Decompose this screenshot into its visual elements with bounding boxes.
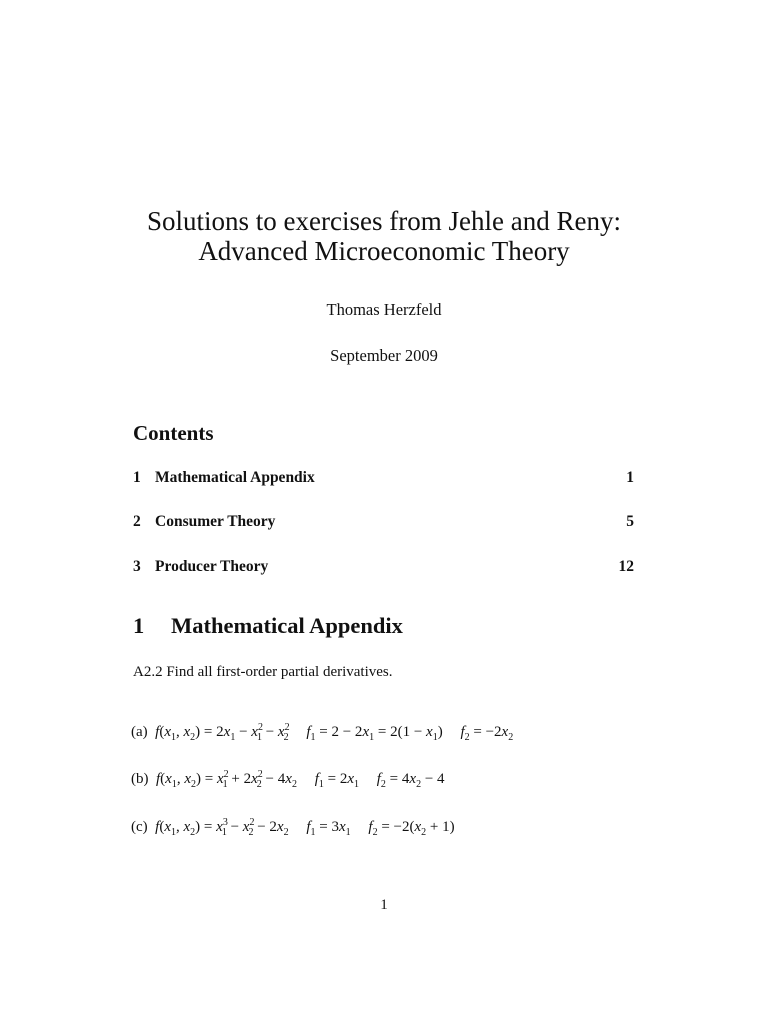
exercise-b bbox=[131, 771, 445, 788]
toc-title: Consumer Theory bbox=[155, 513, 276, 530]
function-definition: $f(x_1$, $x_2) = 2x_1 - x^2_1 - x^2_2$ bbox=[155, 722, 290, 743]
partial-derivative-f1: $f_1 = 2x_1$ bbox=[314, 771, 359, 790]
function-definition: $f(x_1$, $x_2) = x^2_1 + 2x^2_2 - 4x_2$ bbox=[156, 769, 297, 790]
exercise-label: (b) bbox=[131, 771, 149, 787]
toc-title: Producer Theory bbox=[155, 558, 269, 575]
partial-derivative-f1: $f_1 = 2 - 2x_1 = 2(1 - x_1)$ bbox=[306, 724, 443, 743]
section-title: Mathematical Appendix bbox=[171, 613, 403, 638]
function-definition: $f(x_1$, $x_2) = x^3_1 - x^2_2 - 2x_2$ bbox=[155, 817, 289, 838]
toc-entry[interactable] bbox=[133, 558, 634, 576]
toc-entry[interactable] bbox=[133, 513, 634, 531]
exercise-a bbox=[131, 724, 513, 741]
document-title-line-1: Solutions to exercises from Jehle and Reny: bbox=[147, 206, 621, 236]
toc-number: 1 bbox=[133, 469, 141, 486]
toc-page: 5 bbox=[626, 513, 634, 530]
toc-page: 1 bbox=[626, 469, 634, 486]
exercise-label: (a) bbox=[131, 724, 148, 740]
toc-number: 3 bbox=[133, 558, 141, 575]
document-title-line-2: Advanced Microeconomic Theory bbox=[198, 236, 570, 266]
partial-derivative-f2: $f_2 = -2(x_2 + 1)$ bbox=[368, 819, 455, 838]
page-number: 1 bbox=[380, 897, 388, 913]
date: September 2009 bbox=[330, 346, 438, 365]
section-heading bbox=[133, 613, 403, 639]
section-number: 1 bbox=[133, 613, 145, 638]
author: Thomas Herzfeld bbox=[326, 300, 442, 319]
toc-page: 12 bbox=[618, 558, 634, 575]
toc-entry[interactable] bbox=[133, 469, 634, 487]
contents-heading: Contents bbox=[133, 421, 214, 445]
exercise-label: (c) bbox=[131, 819, 148, 835]
toc-number: 2 bbox=[133, 513, 141, 530]
exercise-c bbox=[131, 819, 455, 836]
partial-derivative-f1: $f_1 = 3x_1$ bbox=[306, 819, 351, 838]
toc-title: Mathematical Appendix bbox=[155, 469, 315, 486]
partial-derivative-f2: $f_2 = 4x_2 - 4$ bbox=[376, 771, 445, 790]
exercise-intro: A2.2 Find all first-order partial derivatives. bbox=[133, 664, 393, 680]
partial-derivative-f2: $f_2 = -2x_2$ bbox=[460, 724, 514, 743]
